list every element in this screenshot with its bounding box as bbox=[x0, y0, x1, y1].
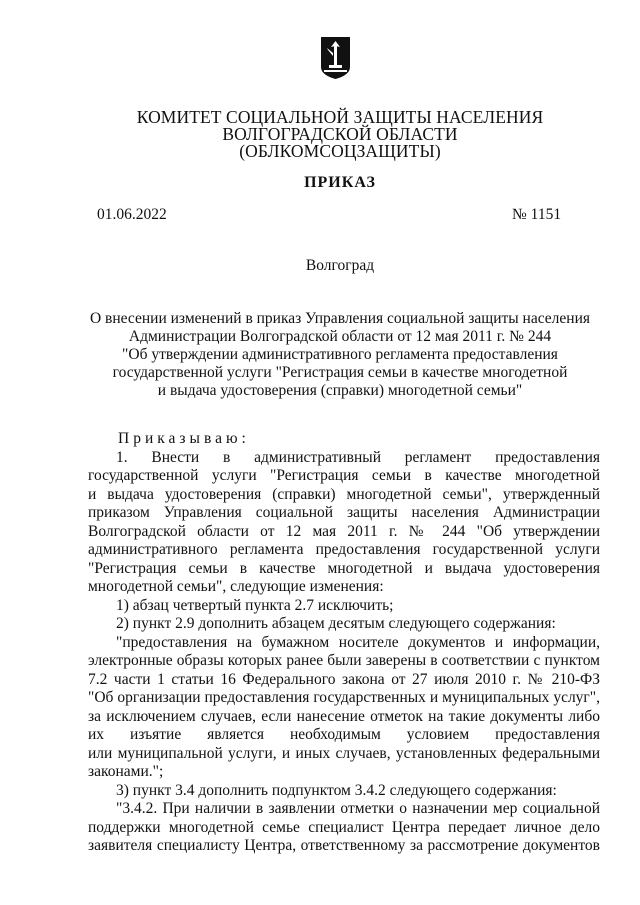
document-body bbox=[88, 430, 600, 856]
body-line: заявителя специалисту Центра, ответственному за рассмотрение документов bbox=[88, 837, 600, 854]
body-line: за исключением случаев, если нанесение отметок на такие документы либо bbox=[88, 707, 600, 725]
document-date: 01.06.2022 bbox=[97, 206, 167, 223]
body-line: "3.4.2. При наличии в заявлении отметки о назначении мер социальной bbox=[116, 800, 600, 817]
document-subject bbox=[80, 310, 600, 400]
body-line: "предоставления на бумажном носителе документов и информации, bbox=[116, 633, 600, 651]
subject-line: Администрации Волгоградской области от 12 мая 2011 г. № 244 bbox=[128, 328, 552, 345]
body-line: многодетной семьи", следующие изменения: bbox=[88, 578, 384, 595]
body-line: 7.2 части 1 статьи 16 Федерального закона от 27 июля 2010 г. № 210-ФЗ bbox=[88, 670, 600, 688]
body-line: законами."; bbox=[88, 763, 164, 780]
body-line: электронные образы которых ранее были заверены в соответствии с пунктом bbox=[88, 652, 600, 669]
body-line: Волгоградской области от 12 мая 2011 г. № 244 "Об утверждении bbox=[88, 522, 600, 540]
volgograd-coat-of-arms-icon bbox=[321, 37, 350, 79]
org-name-line-1: КОМИТЕТ СОЦИАЛЬНОЙ ЗАЩИТЫ НАСЕЛЕНИЯ bbox=[136, 107, 544, 127]
body-line: и выдача удостоверения (справки) многодетной семьи", утвержденный bbox=[88, 485, 600, 503]
body-line: 3) пункт 3.4 дополнить подпунктом 3.4.2 следующего содержания: bbox=[116, 781, 557, 799]
body-line: или муниципальной услуги, и иных случаев, установленных федеральными bbox=[88, 744, 600, 762]
body-line: "Об организации предоставления государственных и муниципальных услуг", bbox=[88, 689, 600, 706]
subject-line: и выдача удостоверения (справки) многодетной семьи" bbox=[157, 382, 523, 399]
body-line: 1) абзац четвертый пункта 2.7 исключить; bbox=[116, 596, 394, 614]
org-name-line-3: (ОБЛКОМСОЦЗАЩИТЫ) bbox=[239, 141, 441, 161]
org-name-line-2: ВОЛГОГРАДСКОЙ ОБЛАСТИ bbox=[222, 124, 458, 144]
subject-line: "Об утверждении административного регламента предоставления bbox=[122, 346, 558, 363]
subject-line: государственной услуги "Регистрация семьи в качестве многодетной bbox=[112, 364, 568, 381]
document-city: Волгоград bbox=[305, 257, 375, 274]
subject-line: О внесении изменений в приказ Управления социальной защиты населения bbox=[89, 310, 591, 327]
body-line: "Регистрация семьи в качестве многодетной и выдача удостоверения bbox=[88, 559, 600, 577]
body-line: государственной услуги "Регистрация семьи в качестве многодетной bbox=[88, 467, 600, 484]
order-word: Приказываю: bbox=[118, 430, 250, 447]
body-line: их изъятие является необходимым условием предоставления bbox=[88, 726, 600, 743]
body-line: 2) пункт 2.9 дополнить абзацем десятым следующего содержания: bbox=[116, 615, 556, 632]
body-line: поддержки многодетной семье специалист Центра передает личное дело bbox=[88, 818, 600, 836]
document-number: № 1151 bbox=[512, 206, 562, 223]
body-line: приказом Управления социальной защиты населения Администрации bbox=[88, 504, 600, 521]
body-line: административного регламента предоставления государственной услуги bbox=[88, 541, 600, 558]
document-type: ПРИКАЗ bbox=[304, 174, 376, 191]
body-line: 1. Внести в административный регламент предоставления bbox=[116, 448, 600, 466]
